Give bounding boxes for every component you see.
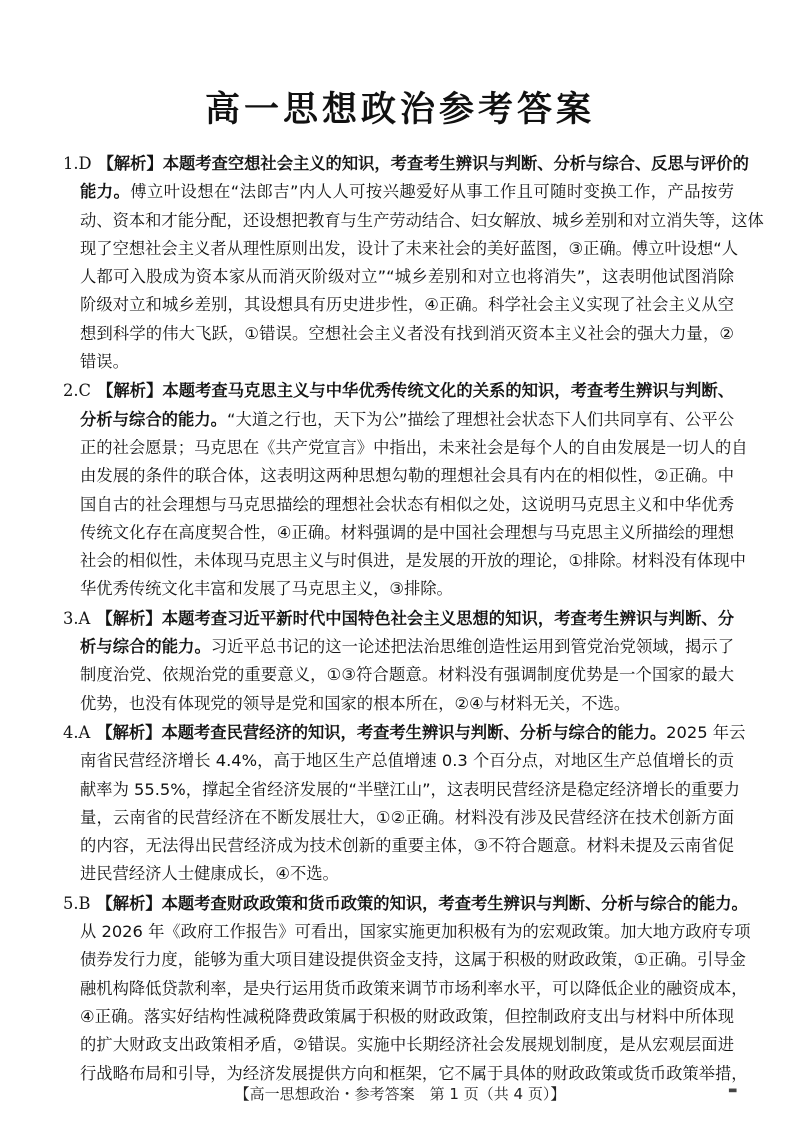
- analysis-heading: 分析与综合的能力。: [80, 409, 228, 429]
- page-title: 高一思想政治参考答案: [204, 90, 595, 130]
- answer-line: [63, 1031, 734, 1059]
- analysis-text: 从 2026 年《政府工作报告》可看出，国家实施更加积极有为的宏观政策。加大地方政府专项: [80, 922, 751, 942]
- answer-line: [63, 291, 734, 319]
- answer-list: [63, 150, 764, 1088]
- answer-line: [63, 348, 734, 376]
- answer-line: [63, 178, 734, 206]
- answer-line: [63, 263, 734, 291]
- answer-line: [63, 320, 734, 348]
- answer-line: [63, 633, 734, 661]
- analysis-text: 优势，也没有体现党的领导是党和国家的根本所在，②④与材料无关，不选。: [80, 693, 631, 713]
- answer-line: [63, 690, 734, 718]
- analysis-text: 社会的相似性，未体现马克思主义与时俱进，是发展的开放的理论，①排除。材料没有体现中: [80, 551, 746, 571]
- answer-line: [63, 150, 749, 178]
- analysis-text: 行战略布局和引导，为经济发展提供方向和框架，它不属于具体的财政政策或货币政策举措，: [80, 1063, 748, 1083]
- analysis-heading: 析与综合的能力。: [80, 637, 211, 657]
- analysis-heading: 【解析】本题考查空想社会主义的知识，考查考生辨识与判断、分析与综合、反思与评价的: [97, 154, 749, 173]
- question-number: 4.: [63, 722, 79, 742]
- analysis-text: 现了空想社会主义者从理性原则出发，设计了未来社会的美好蓝图，③正确。傅立叶设想“人: [80, 238, 739, 258]
- analysis-text: “大道之行也，天下为公”描绘了理想社会状态下人们共同享有、公平公: [227, 409, 734, 429]
- question-number: 1.: [63, 154, 79, 173]
- answer-line: [63, 575, 734, 603]
- answer-line: [63, 890, 748, 918]
- answer-line: [63, 747, 734, 775]
- question-number: 3.: [63, 608, 79, 628]
- answer-line: [63, 377, 734, 405]
- answer-item: [63, 719, 746, 889]
- analysis-text: 想到科学的伟大飞跃，①错误。空想社会主义者没有找到消灭资本主义社会的强大力量，②: [80, 323, 734, 343]
- answer-line: [63, 406, 734, 434]
- answer-line: [63, 804, 734, 832]
- analysis-text: 2025 年云: [666, 722, 746, 742]
- analysis-text: 制度治党、依规治党的重要意义，①③符合题意。材料没有强调制度优势是一个国家的最大: [80, 665, 734, 685]
- answer-line: [63, 235, 739, 263]
- answer-line: [63, 946, 746, 974]
- answer-letter: A: [78, 608, 91, 628]
- answer-item: [63, 890, 751, 1088]
- answer-line: [63, 832, 734, 860]
- answer-letter: D: [78, 154, 92, 173]
- answer-line: [63, 776, 740, 804]
- analysis-text: 的扩大财政支出政策相矛盾，②错误。实施中长期经济社会发展规划制度，是从宏观层面进: [80, 1035, 734, 1055]
- analysis-text: 进民营经济人士健康成长，④不选。: [80, 864, 339, 884]
- analysis-text: 由发展的条件的联合体，这表明这两种思想勾勒的理想社会具有内在的相似性，②正确。中: [80, 466, 734, 486]
- answer-line: [63, 1003, 734, 1031]
- answer-line: [63, 860, 734, 888]
- corner-mark: ▬: [728, 1085, 738, 1096]
- answer-line: [63, 975, 748, 1003]
- answer-item: [63, 150, 764, 376]
- analysis-text: 南省民营经济增长 4.4%，高于地区生产总值增速 0.3 个百分点，对地区生产总值增长的贡: [80, 751, 734, 771]
- answer-line: [63, 547, 746, 575]
- answer-letter: A: [78, 722, 91, 742]
- analysis-heading: 【解析】本题考查马克思主义与中华优秀传统文化的关系的知识，考查考生辨识与判断、: [97, 381, 734, 401]
- analysis-text: ④正确。落实好结构性减税降费政策属于积极的财政政策，但控制政府支出与材料中所体现: [80, 1006, 734, 1026]
- analysis-text: 量，云南省的民营经济在不断发展壮大，①②正确。材料没有涉及民营经济在技术创新方面: [80, 807, 734, 827]
- answer-line: [63, 434, 748, 462]
- analysis-text: 正的社会愿景；马克思在《共产党宣言》中指出，未来社会是每个人的自由发展是一切人的自: [80, 437, 748, 457]
- page-footer: 【高一思想政治・参考答案 第 1 页（共 4 页）】: [234, 1085, 566, 1103]
- analysis-text: 融机构降低贷款利率，是央行运用货币政策来调节市场利率水平，可以降低企业的融资成本，: [80, 978, 748, 998]
- answer-line: [63, 918, 751, 946]
- analysis-text: 债券发行力度，能够为重大项目建设提供资金支持，这属于积极的财政政策，①正确。引导金: [80, 950, 746, 970]
- analysis-text: 传统文化存在高度契合性，④正确。材料强调的是中国社会理想与马克思主义所描绘的理想: [80, 522, 734, 542]
- analysis-text: 阶级对立和城乡差别，其设想具有历史进步性，④正确。科学社会主义实现了社会主义从空: [80, 295, 734, 315]
- analysis-text: 献率为 55.5%，撑起全省经济发展的“半壁江山”，这表明民营经济是稳定经济增长的重要力: [80, 779, 740, 799]
- answer-line: [63, 661, 734, 689]
- answer-letter: C: [78, 381, 92, 401]
- analysis-text: 华优秀传统文化丰富和发展了马克思主义，③排除。: [80, 579, 453, 599]
- answer-item: [63, 605, 734, 718]
- analysis-text: 国自古的社会理想与马克思描绘的理想社会状态有相似之处，这说明马克思主义和中华优秀: [80, 494, 734, 514]
- analysis-heading: 能力。: [80, 182, 131, 202]
- answer-item: [63, 377, 748, 603]
- question-number: 2.: [63, 381, 79, 401]
- answer-line: [63, 207, 764, 235]
- analysis-text: 动、资本和才能分配，还设想把教育与生产劳动结合、妇女解放、城乡差别和对立消失等，这体: [80, 210, 764, 230]
- analysis-heading: 【解析】本题考查民营经济的知识，考查考生辨识与判断、分析与综合的能力。: [96, 722, 667, 742]
- question-number: 5.: [63, 893, 79, 913]
- answer-line: [63, 719, 746, 747]
- analysis-text: 习近平总书记的这一论述把法治思维创造性运用到管党治党领域，揭示了: [210, 637, 734, 657]
- answer-letter: B: [78, 893, 91, 913]
- answer-line: [63, 462, 734, 490]
- analysis-text: 的内容，无法得出民营经济成为技术创新的重要主体，③不符合题意。材料未提及云南省促: [80, 836, 734, 856]
- analysis-heading: 【解析】本题考查习近平新时代中国特色社会主义思想的知识，考查考生辨识与判断、分: [96, 608, 734, 628]
- answer-line: [63, 519, 734, 547]
- analysis-text: 人都可入股成为资本家从而消灭阶级对立”“城乡差别和对立也将消失”，这表明他试图消除: [80, 267, 734, 287]
- analysis-text: 傅立叶设想在“法郎吉”内人人可按兴趣爱好从事工作且可随时变换工作，产品按劳: [130, 182, 734, 202]
- analysis-text: 错误。: [80, 352, 129, 372]
- answer-line: [63, 491, 734, 519]
- answer-line: [63, 605, 734, 633]
- analysis-heading: 【解析】本题考查财政政策和货币政策的知识，考查考生辨识与判断、分析与综合的能力。: [96, 893, 748, 913]
